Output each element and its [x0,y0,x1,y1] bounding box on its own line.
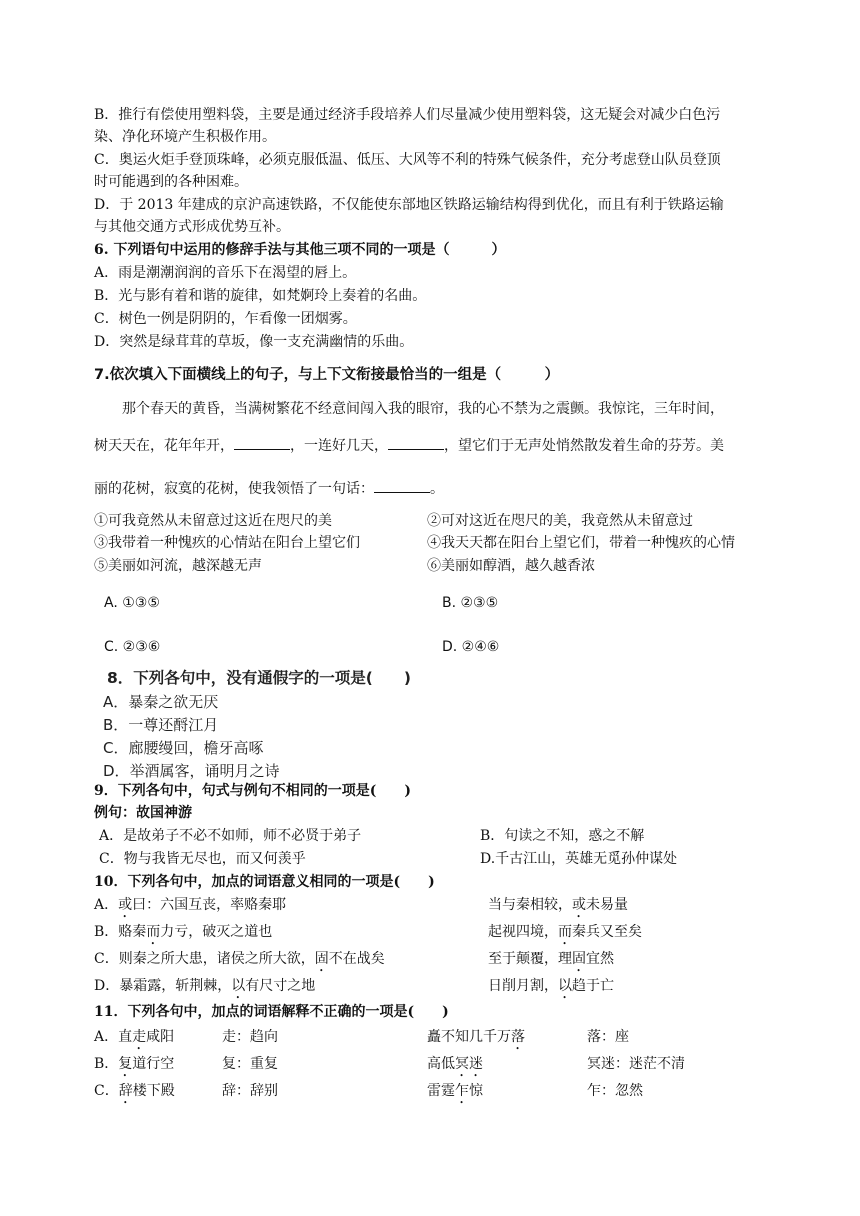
q10-option-a-right: 当与秦相较，或未易量 [488,897,628,913]
q7-choice-4: ④我天天都在阳台上望它们，带着一种愧疚的心情 [427,535,735,551]
q11-option-a-gloss-1: 走：趋向 [222,1029,278,1045]
q10-stem: 10．下列各句中，加点的词语意义相同的一项是( ) [94,874,435,890]
q7-answer-d: D. ②④⑥ [442,639,500,655]
q11-stem: 11．下列各句中，加点的词语解释不正确的一项是( ) [94,1004,449,1020]
q7-choice-1: ①可我竟然从未留意过这近在咫尺的美 [94,513,332,529]
q9-stem: 9．下列各句中，句式与例句不相同的一项是( ) [94,783,411,799]
q11-option-a-gloss-2: 落：座 [587,1029,629,1045]
q8-option-b: B．一尊还酹江月 [103,716,219,734]
dotted-word: 乍 [455,1083,469,1099]
q9-option-b: B．句读之不知，惑之不解 [480,828,645,844]
dotted-word: 固 [572,951,586,967]
q7-passage-line2 [94,435,724,457]
q7-answer-c: C. ②③⑥ [104,639,161,655]
q9-option-a: A．是故弟子不必不如师，师不必贤于弟子 [99,828,362,844]
q5-option-d-line1: D．于 2013 年建成的京沪高速铁路，不仅能使东部地区铁路运输结构得到优化，而且有利于铁路运输 [94,197,724,213]
dotted-word: 而 [558,924,572,940]
q7-passage-line3 [94,478,444,500]
q6-stem: 6. 下列语句中运用的修辞手法与其他三项不同的一项是（ ） [94,242,506,258]
q11-option-b-gloss-1: 复：重复 [222,1056,278,1072]
q7-choice-6: ⑥美丽如醇酒，越久越香浓 [427,558,595,574]
q10-option-d-right: 日削月割，以趋于亡 [488,978,614,994]
q7-choice-3: ③我带着一种愧疚的心情站在阳台上望它们 [94,535,360,551]
q8-stem: 8．下列各句中，没有通假字的一项是( ) [107,669,411,687]
q7-passage-line1: 那个春天的黄昏，当满树繁花不经意间闯入我的眼帘，我的心不禁为之震颤。我惊诧，三年时间， [94,401,724,417]
q5-option-d-line2: 与其他交通方式形成优势互补。 [94,219,290,235]
q7-blank-1 [234,435,290,450]
q7-blank-2 [388,435,444,450]
q7-passage-text-c: ，望它们于无声处悄然散发着生命的芬芳。美 [444,438,724,454]
q9-example: 例句：故国神游 [94,805,192,821]
q8-option-c: C．廊腰缦回，檐牙高啄 [103,739,264,757]
q11-option-c-right: 雷霆乍惊 [427,1083,483,1099]
dotted-word: 冥迷 [455,1056,483,1072]
q8-option-d: D．举酒属客，诵明月之诗 [103,762,280,780]
dotted-word: 辞 [118,1083,133,1099]
q8-option-a: A．暴秦之欲无厌 [103,693,219,711]
q10-option-b-left: B．赂秦而力亏，破灭之道也 [94,924,273,940]
q7-passage-text-a: 树天天在，花年年开， [94,438,234,454]
q10-option-a-left: A．或曰：六国互丧，率赂秦耶 [94,897,287,913]
dotted-word: 或 [118,897,133,913]
q11-option-b-right: 高低冥迷 [427,1056,483,1072]
q9-option-c: C．物与我皆无尽也，而又何羡乎 [99,851,306,867]
dotted-word: 固 [314,951,329,967]
q11-option-a-left: A．直走咸阳 [94,1029,175,1045]
q10-option-d-left: D．暴霜露，斩荆棘，以有尺寸之地 [94,978,316,994]
q7-stem: 7.依次填入下面横线上的句子，与上下文衔接最恰当的一组是（ ） [94,367,560,383]
q6-option-a: A．雨是潮潮润润的音乐下在渴望的唇上。 [94,265,357,281]
dotted-word: 落 [511,1029,525,1045]
q10-option-b-right: 起视四境，而秦兵又至矣 [488,924,642,940]
dotted-word: 或 [572,897,586,913]
q10-option-c-right: 至于颠覆，理固宜然 [488,951,614,967]
q7-blank-3 [374,478,430,493]
q5-option-c-line1: C．奥运火炬手登顶珠峰，必须克服低温、低压、大风等不利的特殊气候条件，充分考虑登山队员登顶 [94,152,721,168]
q9-option-d: D.千古江山，英雄无觅孙仲谋处 [480,851,678,867]
q5-option-b-line2: 染、净化环境产生积极作用。 [94,129,276,145]
q6-option-d: D．突然是绿茸茸的草坂，像一支充满幽情的乐曲。 [94,334,414,350]
q11-option-c-left: C．辞楼下殿 [94,1083,175,1099]
q7-passage-text-e: 。 [430,481,444,497]
dotted-word: 而 [146,924,161,940]
q11-option-b-gloss-2: 冥迷：迷茫不清 [587,1056,685,1072]
dotted-word: 复 [118,1056,133,1072]
dotted-word: 走 [132,1029,147,1045]
q11-option-a-right: 矗不知几千万落 [427,1029,525,1045]
q6-option-b: B．光与影有着和谐的旋律，如梵婀玲上奏着的名曲。 [94,288,427,304]
q10-option-c-left: C．则秦之所大患，诸侯之所大欲，固不在战矣 [94,951,385,967]
q7-passage-text-d: 丽的花树，寂寞的花树，使我领悟了一句话： [94,481,374,497]
q7-answer-a: A. ①③⑤ [104,595,160,611]
q5-option-c-line2: 时可能遇到的各种困难。 [94,174,248,190]
q7-choice-5: ⑤美丽如河流，越深越无声 [94,558,262,574]
q7-answer-b: B. ②③⑤ [442,595,499,611]
q11-option-b-left: B．复道行空 [94,1056,175,1072]
dotted-word: 以 [231,978,246,994]
q11-option-c-gloss-2: 乍：忽然 [587,1083,643,1099]
q6-option-c: C．树色一例是阴阴的，乍看像一团烟雾。 [94,311,357,327]
dotted-word: 以 [558,978,572,994]
q5-option-b-line1: B．推行有偿使用塑料袋，主要是通过经济手段培养人们尽量减少使用塑料袋，这无疑会对减少白色污 [94,107,721,123]
q7-choice-2: ②可对这近在咫尺的美，我竟然从未留意过 [427,513,693,529]
q11-option-c-gloss-1: 辞：辞别 [222,1083,278,1099]
q7-passage-text-b: ，一连好几天， [290,438,388,454]
